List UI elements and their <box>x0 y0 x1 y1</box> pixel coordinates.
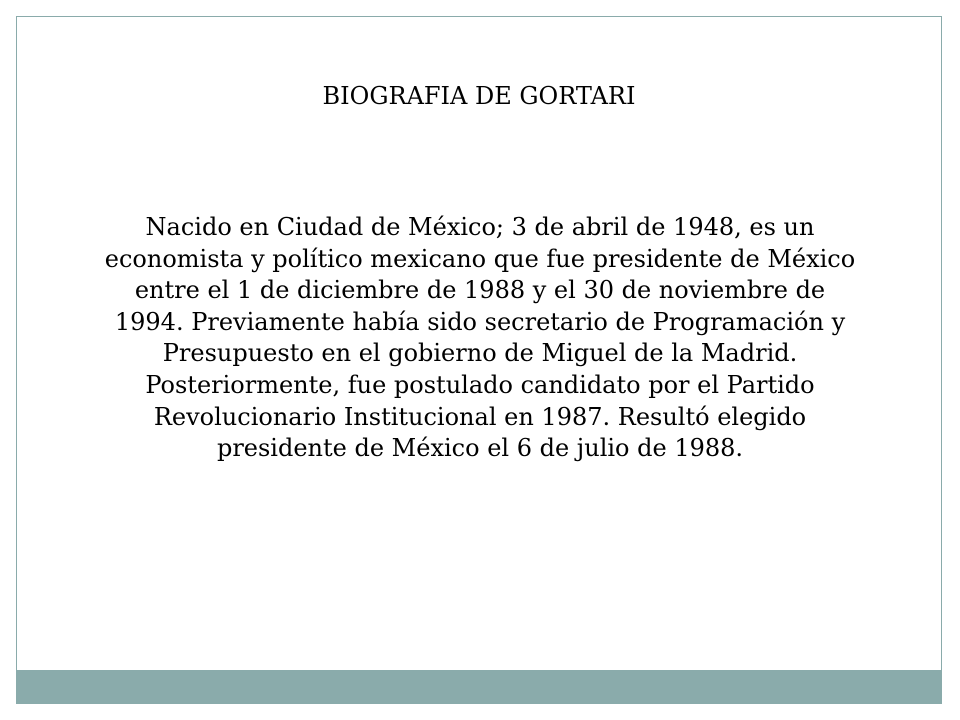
footer-bar <box>16 670 942 704</box>
slide-title: BIOGRAFIA DE GORTARI <box>322 82 636 110</box>
biography-text: Nacido en Ciudad de México; 3 de abril de 1948, es un economista y político mexicano que fue presidente de México entre el 1 de diciembre de 1988 y el 30 de noviembre de 1994. Previamente había sido secretario de Programación y Presupuesto en el gobierno de Miguel de la Madrid. Posteriormente, fue postulado candidato por el Partido Revolucionario Institucional en 1987. Resultó elegido presidente de México el 6 de julio de 1988. <box>104 213 856 463</box>
